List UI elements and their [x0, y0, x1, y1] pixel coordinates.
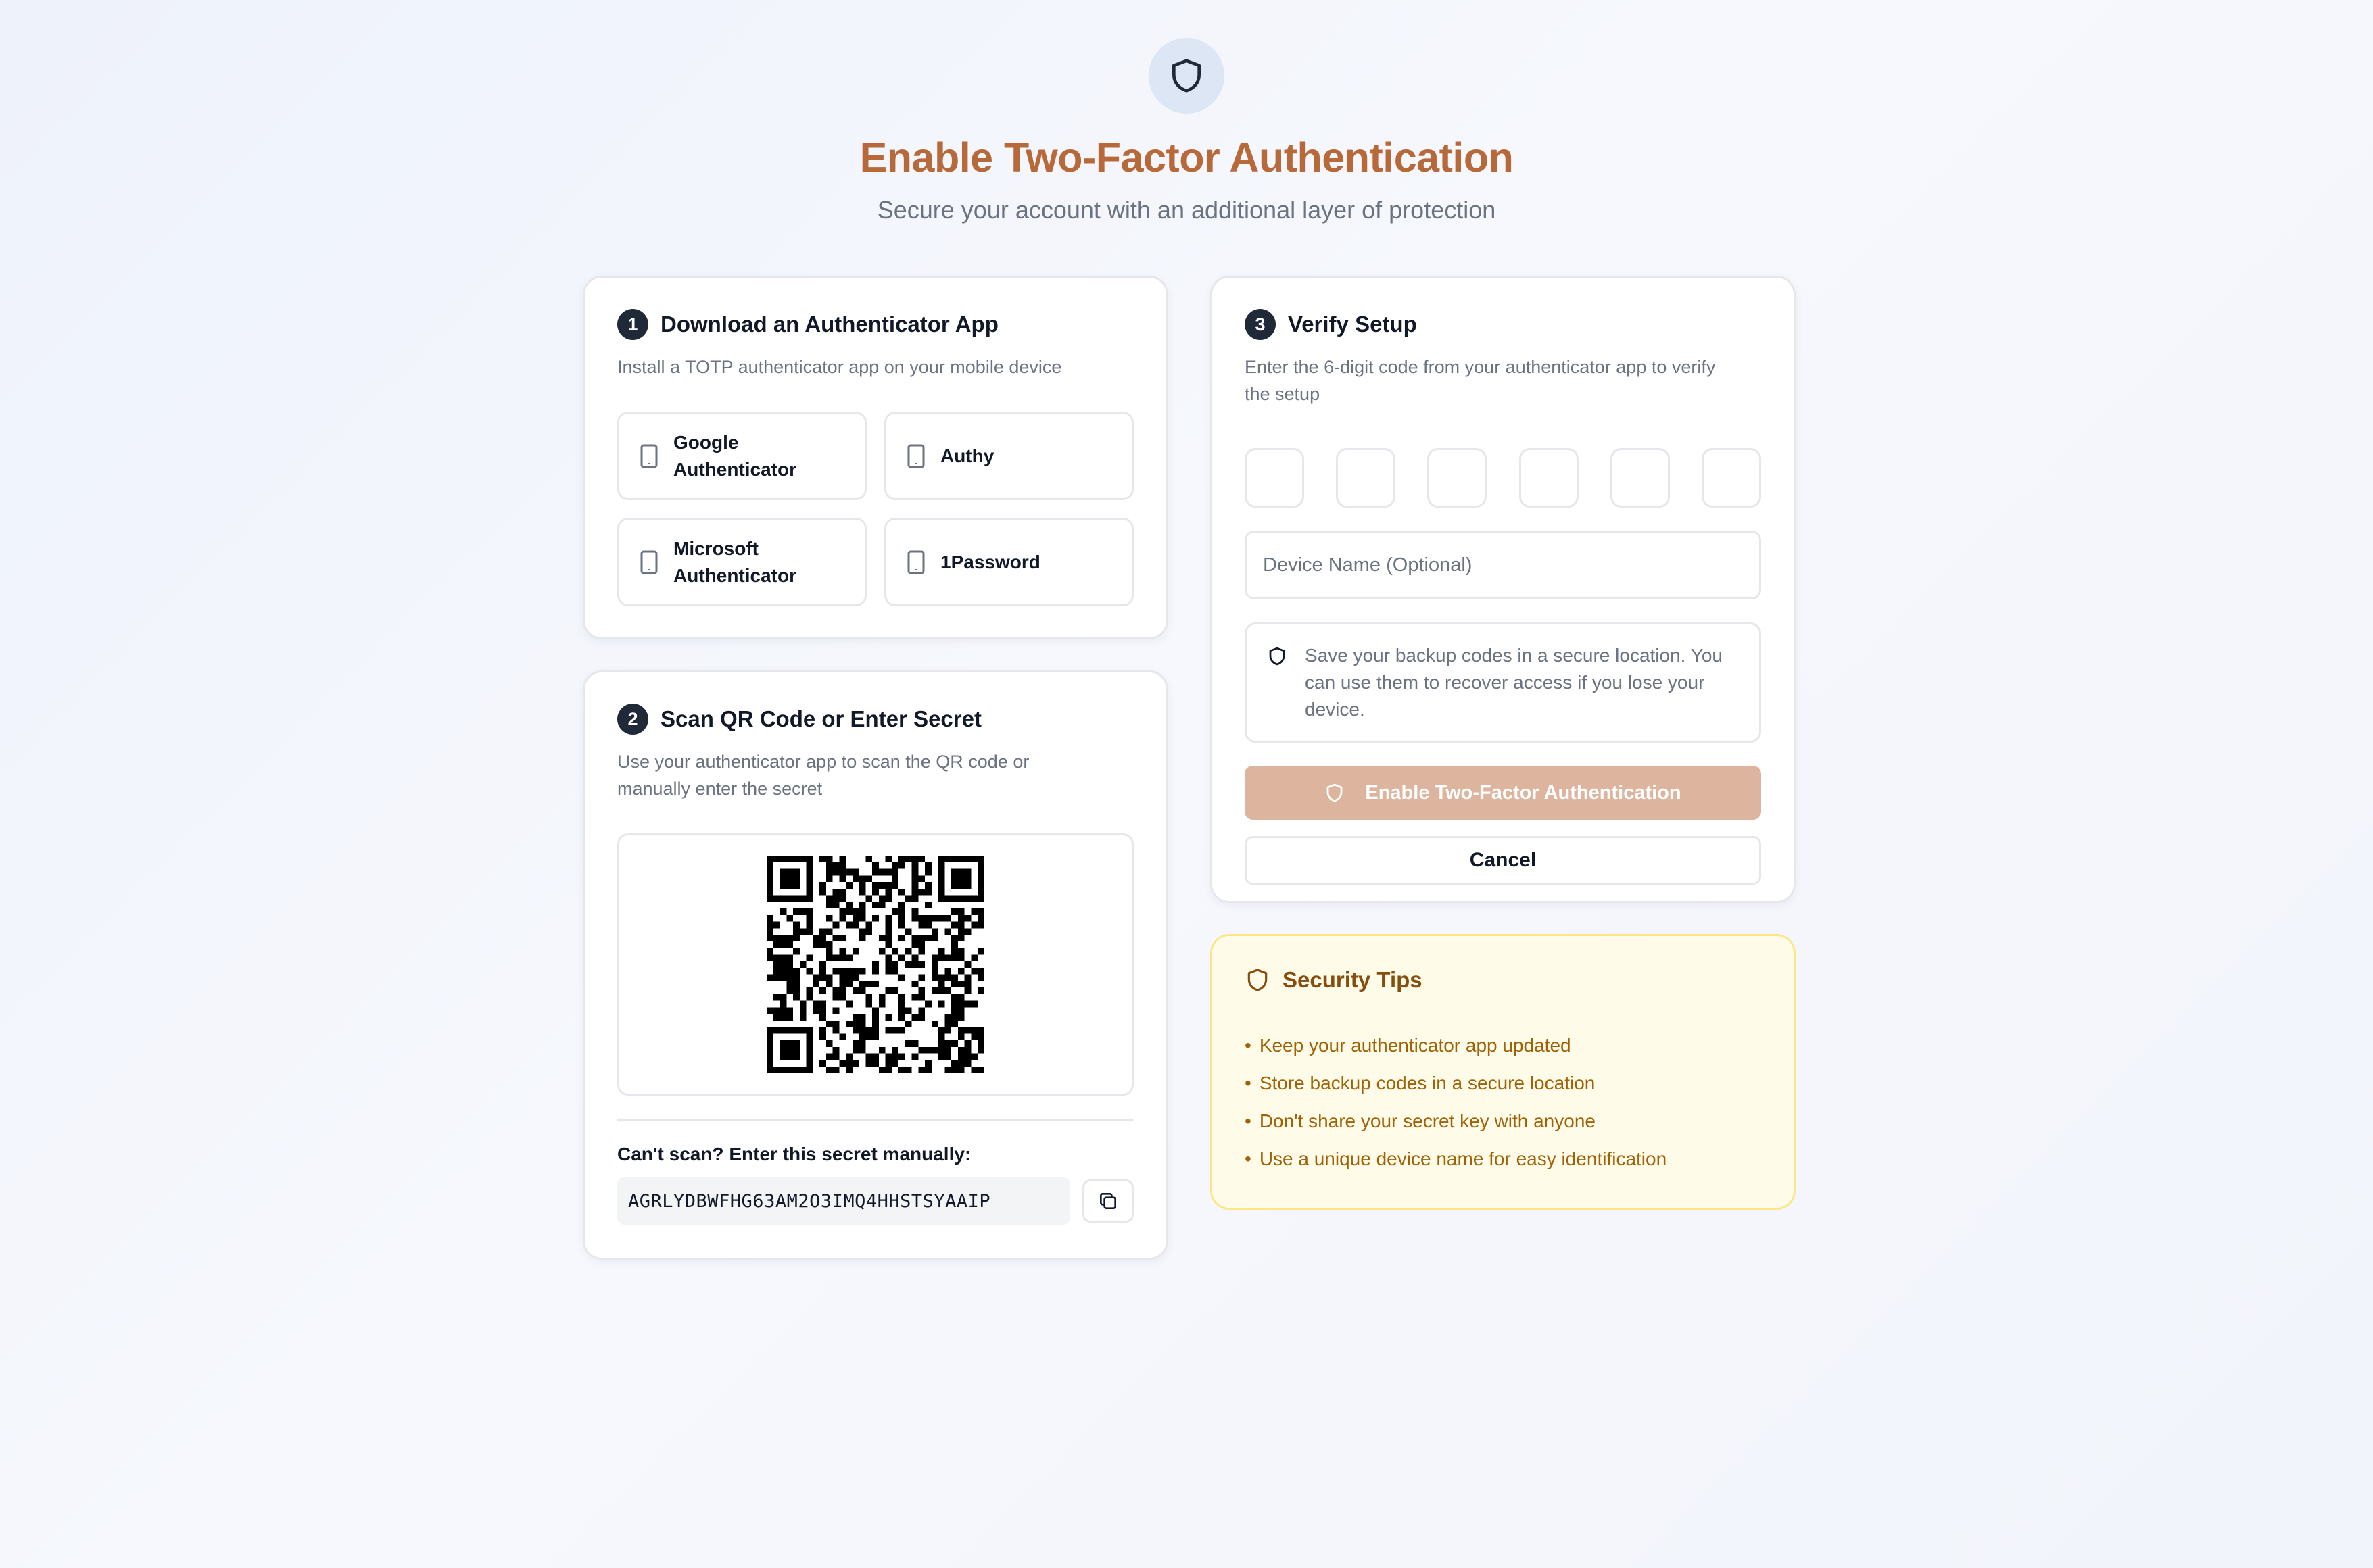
app-label: Google Authenticator [673, 431, 796, 480]
scan-qr-card [583, 670, 1168, 1260]
otp-inputs [1245, 448, 1761, 508]
qr-modules [767, 856, 984, 1073]
app-option-1password[interactable] [884, 518, 1134, 606]
secret-label: Can't scan? Enter this secret manually: [617, 1144, 972, 1165]
security-tips-card [1210, 934, 1796, 1210]
app-option-google-authenticator[interactable] [617, 412, 867, 500]
verify-setup-card [1210, 276, 1796, 903]
tip-item: • Use a unique device name for easy identification [1245, 1140, 1761, 1178]
qr-code [767, 856, 984, 1073]
tips-title: Security Tips [1283, 967, 1422, 992]
copy-icon [1097, 1190, 1119, 1212]
otp-digit-4[interactable] [1519, 448, 1579, 508]
card-description: Enter the 6-digit code from your authenticator app to verify the setup [1245, 357, 1716, 404]
copy-secret-button[interactable] [1082, 1179, 1134, 1223]
otp-digit-3[interactable] [1427, 448, 1487, 508]
cancel-button[interactable]: Cancel [1245, 836, 1761, 885]
step-number-badge: 2 [617, 704, 648, 735]
tips-list [1245, 1027, 1761, 1178]
download-app-card [583, 276, 1168, 639]
smartphone-icon [907, 550, 926, 574]
divider [617, 1119, 1134, 1121]
notice-text: Save your backup codes in a secure location. You can use them to recover access if you lose your device. [1305, 645, 1723, 720]
otp-digit-5[interactable] [1610, 448, 1670, 508]
card-title: Scan QR Code or Enter Secret [661, 706, 982, 731]
smartphone-icon [640, 550, 658, 574]
tip-item: • Keep your authenticator app updated [1245, 1027, 1761, 1064]
step-number-badge: 3 [1245, 309, 1276, 340]
card-description: Use your authenticator app to scan the QR code or manually enter the secret [617, 752, 1030, 799]
app-label: Authy [940, 445, 994, 466]
qr-code-container [617, 833, 1134, 1096]
page-title: Enable Two-Factor Authentication [859, 134, 1514, 180]
shield-icon [1267, 646, 1287, 666]
otp-digit-6[interactable] [1702, 448, 1761, 508]
enable-button-label: Enable Two-Factor Authentication [1365, 781, 1681, 804]
card-title: Verify Setup [1288, 312, 1417, 337]
otp-digit-2[interactable] [1336, 448, 1395, 508]
app-option-authy[interactable] [884, 412, 1134, 500]
app-label: Microsoft Authenticator [673, 537, 796, 586]
app-list [617, 412, 1134, 606]
shield-icon [1245, 967, 1270, 993]
card-title: Download an Authenticator App [661, 312, 999, 337]
page-header [0, 38, 2373, 224]
tip-item: • Don't share your secret key with anyone [1245, 1102, 1761, 1140]
app-option-microsoft-authenticator[interactable] [617, 518, 867, 606]
device-name-input[interactable] [1245, 531, 1761, 599]
app-label: 1Password [940, 551, 1040, 572]
backup-codes-notice [1245, 622, 1761, 743]
enable-2fa-button[interactable] [1245, 766, 1761, 820]
page-subtitle: Secure your account with an additional layer of protection [877, 196, 1496, 224]
secret-key[interactable]: AGRLYDBWFHG63AM2O3IMQ4HHSTSYAAIP [617, 1177, 1070, 1225]
smartphone-icon [640, 444, 658, 468]
smartphone-icon [907, 444, 926, 468]
step-number-badge: 1 [617, 309, 648, 340]
card-description: Install a TOTP authenticator app on your mobile device [617, 357, 1062, 377]
otp-digit-1[interactable] [1245, 448, 1304, 508]
tip-item: • Store backup codes in a secure location [1245, 1064, 1761, 1102]
shield-icon [1324, 783, 1345, 803]
shield-icon [1149, 38, 1224, 114]
